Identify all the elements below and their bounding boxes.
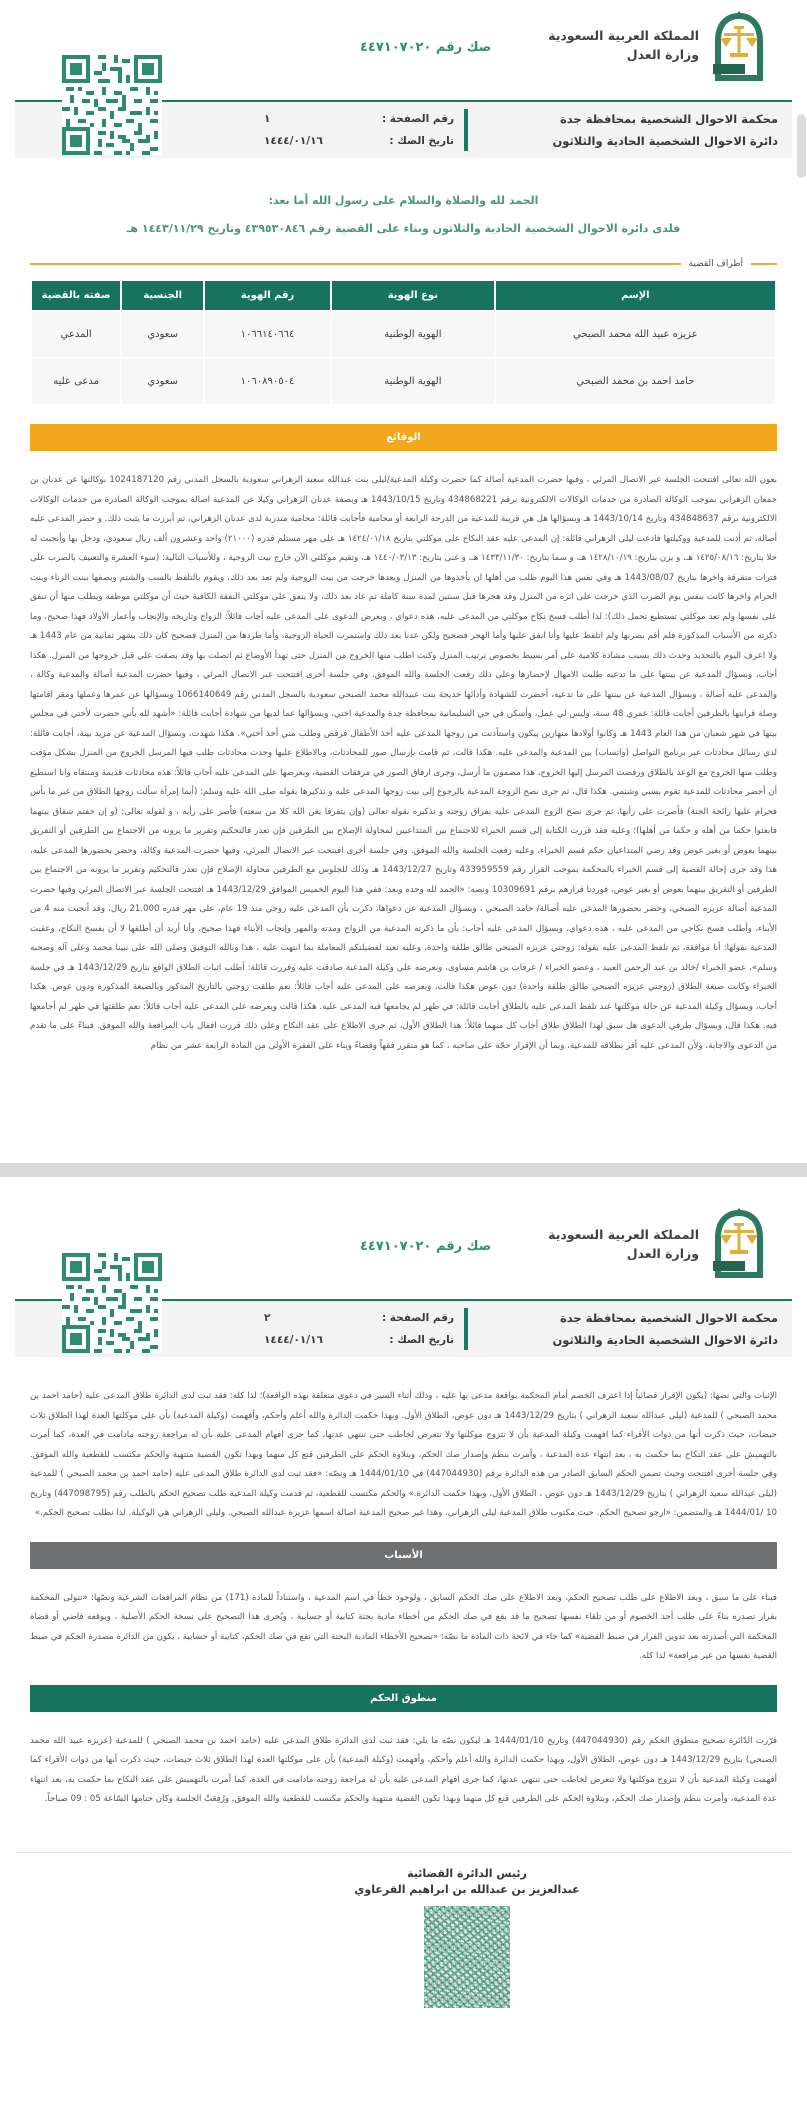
court-name: محكمة الاحوال الشخصية بمحافظة جدة <box>559 1310 778 1325</box>
ministry-of-justice-emblem-icon <box>707 10 771 82</box>
judge-name: عبدالعزيز بن عبدالله بن ابراهيم القرعاوي <box>354 1882 580 1896</box>
circuit-name: دائرة الاحوال الشخصية الحادية والثلاثون <box>552 134 778 148</box>
page-meta <box>264 108 454 152</box>
reasons-text: فبناء على ما سبق ، وبعد الاطلاع على طلب تصحيح الحكم، وبعد الاطلاع على صك الحكم السابق ، ولوجود خطأ في اسم المدعية ، واستناداً للمادة (171) من نظام المرافعات الشرعية ونصّها: «تتولى المحكمة بقرار تصدره بناءً على طلب أحد الخصوم أو من تلقاء نفسها تصحيح ما قد يقع في صك الحكم من أخطاء مادية بحتة كتابية أو حسابية ، ويُجرى هذا التصحيح على نسخة الحكم الأصلية ، ويوقعه قاضي أو قضاة المحكمة التي أصدرته بعد تدوين القرار في ضبط القضية» كما جاء في لائحة ذات المادة ما نصّه: «تصحيح الأخطاء المادية البحتة التي تقع في صك الحكم، كتابية أو حسابية ، يكون من الدائرة مصدرة الحكم في ضبط القضية نفسها من غير مرافعة» لذا كله. <box>30 1592 777 1661</box>
parties-header-row <box>32 281 775 310</box>
parties-section-title: أطراف القضية <box>688 259 743 269</box>
table-row <box>32 359 775 404</box>
reasons-section-banner: الأسباب <box>30 1542 777 1569</box>
court-bar-divider <box>464 109 468 151</box>
page-break-band <box>0 1163 807 1177</box>
ruling-text: قرّرت الدّائرة تصحيح منطوق الحكم رقم (447044930) وتاريخ 1444/01/10 هـ ليكون نصّه ما يلي: فقد ثبت لدى الدائرة طلاق المدعى عليه (حامد احمد بن محمد الصبحي ) للمدعية (عزيزه عبيد الله محمد الصبحي) بتاريخ 1443/12/29 هـ دون عوض، الطلاق الأول، وبهذا حكمت الدائرة والله أعلم وأحكم، وأفهمت (وكيلة المدعية) بأن على موكلتها العدة لهذا الطلاق ثلاث حيضات، حيث ذكرت أنها من ذوات الأقراء كما أفهمت وكيلة المدعية بأن لا تتزوج موكلتها ولا تتعرض لخاطب حتى تنتهي عدتها، كما جرى افهام المدعى عليه بأن له مراجعة زوجته مادامت في العدة، كما أمرت بالتهميش على عقد النكاح بما حكمت به، بعد انتهاء عدة المدعية، وأمرت بنظم وإصدار صك الحكم، وبتلاوة الحكم على الطرفين قنع كل منهما وبهذا تكون القضية منتهية والحكم مكتسب للقطعية والله الموفق. ورُفِعَتْ الجلسة وكان ختامها السّاعة 05 : 09 صباحاً. <box>30 1735 777 1804</box>
page-number-value: ٢ <box>264 1311 271 1324</box>
col-header-name: الإسم <box>496 281 775 310</box>
col-header-nationality: الجنسية <box>122 281 203 310</box>
parties-section-label <box>30 259 777 269</box>
party-id-type: الهوية الوطنية <box>332 359 494 404</box>
party-name: عزيزه عبيد الله محمد الصبحي <box>496 312 775 357</box>
digital-stamp-icon <box>424 1906 510 2008</box>
facts-text-page1: بعون الله تعالى افتتحت الجلسة عبر الاتصال المرئي ، وفيها حضرت المدعية أصالة كما حضرت وكيلة المدعية/ليلى بنت عبدالله سعيد الزهراني سعودية بالسجل المدني رقم 1024187120 بوكالتها عن عدنان بن جمعان الزهراني بموجب الوكالة الصادرة من خدمات الوكالات الالكترونية برقم 434868221 وتاريخ 1443/10/15 هـ وبصفة عدنان الزهراني وكيلا عن المدعية اصالة بموجب الوكالة الصادرة من خدمات الوكالات الالكترونية برقم 434848637 وتاريخ 1443/10/14 هـ وبسؤالها هل هي قريبة للمدعية من الدرجة الرابعة أو محامية فأجابت قائلة: محامية متدربة لدى عدنان الزهراني، ثم أبرزت ما يثبت ذلك. و حضر المدعى عليه أصالة، ثم أذنت للمدعية ووكيلتها فادعت ليلى الزهراني قائلة: إن المدعى عليه عقد النكاح على موكلتي بتاريخ ١٤٢٤/٠١/١٨ هـ على مهر مستلم قدره (٢١٠٠٠) واحد وعشرون ألف ريال سعودي، ودخل بها وأنجبت له حلا بتاريخ: ١٤٢٥/٠٨/١٦ هـ، و يزن بتاريخ: ١٤٢٨/١٠/١٩ هـ، و سما بتاريخ: ١٤٣٣/١١/٣٠ هـ، و غنى بتاريخ: ١٤٤٠/٠٣/١٣ هـ، وتقيم موكلتي الآن خارج بيت الزوجية ، وللأسباب التالية: (سوء العشرة والتعنيف بالضرب على فترات متفرقة واخرها بتاريخ 1443/08/07 هـ وفي نفس هذا اليوم طلب من أهلها ان يأخذوها من المنزل وبعدها خرجت من بيت الزوجية ولم تعد بعد ذلك، ويقوم بالتلفظ بالسب والشتم ويصفها ببنت الزناء وبنت الحرام واخرها كانت بنفس يوم الضرب الذي خرجت على اثره من المنزل وقد هجرها قبل سنتين لمدة سنة كاملة ثم عاد بعد ذلك، ولا ينفق على موكلتي النفقة الكافية حيث أن موكلتي موظفه ويطلب منها أن تنفق على نفسها ولم تعد موكلتي تستطيع تحمل ذلك): لذا أطلب فسخ نكاح موكلتي من المدعى عليه، هذه دعواي ، وبعرض الدعوى على المدعى عليه أجاب قائلاً: الزواج وتاريخه والإنجاب وأعمار الأولاد فهذا صحيح، وما ذكرته من الأسباب المذكورة فلم أقم بضربها ولم اتلفظ عليها وأنا انفق عليها وأما الهجر فصحيح ولكن عدنا بعد ذلك واستمرت الحياة الزوجية، وأما طردها من المنزل فصحيح كان ذلك بشهر ثمانية من عام 1443 هـ ولا اعرف اليوم بالتحديد وحدث ذلك بسبب مشادة كلامية على أمر بسيط بخصوص ترتيب المنزل وكنت اطلب منها الخروج من المنزل حتى تهدأ الأوضاع ثم اتصلت بها وقد بصقت علي قبل خروجها من المنزل. هكذا أجاب، وبسؤال المدعية عن بينتها على ما تدعيه طلبت الامهال لإحضارها وعلى ذلك رفعت الجلسة والله الموفق. وفي جلسة أخرى افتتحت عبر الاتصال المرئي ، وفيها حضرت المدعية أصالة والمدعية وكالة ، والمدعى عليه أصالة ، وبسؤال المدعية عن بينتها على ما تدعيه، أحضرت للشهادة وأدائها خديجة بنت عبيدالله محمد الصبحي سعودية بالسجل المدني رقم 1066140649 وبسؤالها عن عمرها وعملها ومقر اقامتها وصلة قرابتها بالطرفين أجابت قائلة: عمري 48 سنة، وليس لي عمل، وأسكن في حي السليمانية بمحافظة جدة والمدعية اختي، وبسؤالها عما لديها من شهادة أجابت قائلة: «أشهد لله بأني حضرت لأختي في مجلس بيتها في شهر شعبان من هذا العام 1443 هـ وكانوا أولادها منهارين يبكون واستأذنت من زوجها المدعى عليه أخذ الأطفال فرفض وطلب مني أخذ أختي». هكذا شهدت، وبسؤال المدعية عن مزيد بينة، أجابت قائلة: لدي رسائل محادثات عبر برنامج التواصل (واتساب) بين المدعية والمدعى عليه. هكذا قالت، ثم قامت بإرسال صور للمحادثات، وبالاطلاع عليها وجدت محادثات طلب فيها المرسل الخروج من المنزل بشكل مؤقت وطلب منها الخروج مع الوعد بالطلاق ورفضت المرسل إليها الخروج، هذا مضمون ما أرسل، وجرى ارفاق الصور في مرفقات القضية، وبعرضها على المدعى عليه أجاب قائلاً: هذه محادثات قديمة ومنتقاه وانا استطيع أن أحضر محادثات للمدعية تقوم بسبي وشتمي. هكذا قال، ثم جرى نصح الزوجة المدعية بالرجوع إلى بيت زوجها المدعى عليه و تذكيرها بقوله صلى الله عليه وسلم: (أيما إمرأة سألت زوجها الطلاق من غير ما بأس فحرام عليها رائحة الجنة) فأصرت على رأيها، ثم جرى نصح الزوج المدعى عليه بفراق زوجته و تذكيره بقوله تعالى (وإن يتفرقا يغن الله كلا من سعته) فأصر على رأيه ، و لقوله تعالى: (و إن خفتم شقاق بينهما فابعثوا حكما من أهله و حكما من أهلها)؛ وعليه فقد قررت الكتابة إلى قسم الخبراء للاجتماع بين المتداعيين لمحاولة الإصلاح بين الطرفين فإن تعذر فالتحكيم وتقرير ما يرونه من الاجتماع بين الطرفين أو التفريق بينهما بعوض أو بغير عوض وقد رضي المتداعيان حكم قسم الخبراء، وعليه رفعت الجلسة والله الموفق. وفي جلسة أخرى افتتحت عبر الاتصال المرئي، وفيها حضرت المدعية وكالة، وحضر بحضورها المدعى عليه، هذا وقد جرى إحالة القضية إلى قسم الخبراء بالمحكمة بموجب القرار رقم 433959559 وتاريخ 1443/12/27 هـ وذلك للجلوس مع الطرفين محاولة الإصلاح فإن تعذر فالتحكيم وتقرير ما يرونه من الاجتماع بين الطرفين أو التفريق بينهما بعوض أو بغير عوض، فوردنا قرارهم برقم 10309691 ونصه: «الحمد لله وحده وبعد: ففي هذا اليوم الخميس الموافق 1443/12/29 هـ افتتحت الجلسة عبر الاتصال المرئي وفيها حضرت المدعية أصالة عزيزه الصبحي، وحضر بحضورها المدعى عليه أصالة/ حامد الصبحي ، وبسؤال المدعية عن دعواها، ذكرت بأن المدعى عليه زوجي منذ 19 عام، على مهر قدره 21.000 ريال، وقد أنجبت منه 4 من الأبناء، وأطلب فسخ نكاحي من المدعى عليه ، هذه دعواي، وبسؤال المدعى عليه أجاب: بأن ما ذكرته المدعية من الزواج ومدته والمهر وإنجاب الأبناء فهذا صحيح، وأنا أريد أن أطلقها لا أن يفسخ النكاح، وعقبت المدعية بقولها: أنا موافقة، ثم تلفظ المدعى عليه بقوله: زوجتي عزيزه الصبحي طالق طلقة واحدة، وعليه نعيد لفضيلتكم المعاملة بما انتهت عليه ، هذا وبالله التوفيق وصلى الله على نبينا محمد وعلى آله وصحبه وسلم»، عضو الخبراء /خالد بن عبد الرحمن العبيد ، وعضو الخبراء / عرفات بن هاشم مساوى، وبعرضه على وكيلة المدعية صادقت عليه وقررت قائلة: أطلب اثبات الطلاق الواقع بتاريخ 1443/12/29 هـ في جلسة الخبراء وكانت صيغة الطلاق (زوجتي عزيزه الصبحي طالق طلقة واحدة) دون عوض هكذا قالت، وبعرضه على المدعى عليه أجاب قائلاً: نعم طلقت زوجتي بالتاريخ المذكور وبالصيغة المذكورة ودون عوض. هكذا أجاب، وبسؤال وكيلة المدعية عن حالة موكلتها عند تلفظ المدعى عليه بالطلاق أجابت قائلة: في طهر لم يجامعها فيه المدعى عليه. هكذا قالت وبعرضه على المدعى عليه أجاب قائلاً: نعم طلقتها في طهر لم أجامعها فيه. هكذا قال، وبسؤال طرفي الدعوى هل سبق لهذا الطلاق طلاق أجاب كل منهما قائلاً: هذا الطلاق الأول، ثم جرى الاطلاع على عقد النكاح وعلى ذلك قررت اقفال باب المرافعة والله الموفق. فبناءً على ما تقدم من الدعوى والاجابة، ولأن المدعى عليه أقر بطلاقه للمدعية، وبما أن الإقرار حجّة على صاحبه ، كما هو متقرر فقهاً وقضاءً وبناء على الفقرة الأولى من المادة الرابعة عشر من نظام <box>30 475 778 1051</box>
party-nationality: سعودي <box>122 312 203 357</box>
hamd-line: الحمد لله والصلاة والسلام على رسول الله أما بعد: <box>268 194 539 207</box>
party-role: المدعي <box>32 312 120 357</box>
deed-date-label: تاريخ الصك : <box>389 1334 454 1346</box>
table-row <box>32 312 775 357</box>
amber-dash <box>751 263 777 265</box>
ministry-title: وزارة العدل <box>626 47 699 63</box>
page-number-label: رقم الصفحة : <box>381 1311 454 1324</box>
party-id-number: ١٠٦٦١٤٠٦٦٤ <box>205 312 330 357</box>
deed-date-value: ١٤٤٤/٠١/١٦ <box>264 1334 323 1346</box>
page2-header <box>0 1177 807 1299</box>
kingdom-title: المملكة العربية السعودية <box>548 1227 699 1242</box>
qr-code-icon <box>62 1253 162 1353</box>
circuit-name: دائرة الاحوال الشخصية الحادية والثلاثون <box>552 1333 778 1347</box>
ministry-title: وزارة العدل <box>626 1246 699 1262</box>
deed-number: صك رقم ٤٤٧١٠٧٠٢٠ <box>360 40 492 55</box>
amber-line <box>30 263 681 265</box>
page-number-value: ١ <box>264 112 271 125</box>
party-id-number: ١٠٦٠٨٩٠٥٠٤ <box>205 359 330 404</box>
judge-title: رئيس الدائرة القضائية <box>407 1866 527 1880</box>
party-id-type: الهوية الوطنية <box>332 312 494 357</box>
deed-date-value: ١٤٤٤/٠١/١٦ <box>264 135 323 147</box>
scrollbar-thumb[interactable] <box>797 114 806 178</box>
facts-section-banner: الوقائع <box>30 424 777 451</box>
court-names <box>478 108 778 153</box>
ministry-title-block <box>548 1225 699 1264</box>
parties-table <box>30 279 777 406</box>
ministry-of-justice-emblem-icon <box>707 1207 771 1279</box>
kingdom-title: المملكة العربية السعودية <box>548 28 699 43</box>
court-bar-divider <box>464 1308 468 1350</box>
party-nationality: سعودي <box>122 359 203 404</box>
page-meta <box>264 1307 454 1351</box>
page1-header <box>0 0 807 100</box>
ruling-section-banner: منطوق الحكم <box>30 1685 777 1712</box>
col-header-role: صفته بالقضية <box>32 281 120 310</box>
qr-code-icon <box>62 55 162 155</box>
ministry-title-block <box>548 26 699 65</box>
page-2 <box>0 1177 807 2106</box>
signature-divider <box>16 1852 791 1853</box>
col-header-id-type: نوع الهوية <box>332 281 494 310</box>
page-number-label: رقم الصفحة : <box>381 112 454 125</box>
deed-date-label: تاريخ الصك : <box>389 135 454 147</box>
case-reference-line: فلدى دائرة الاحوال الشخصية الحادية والثلاثون وبناء على القضية رقم ٤٣٩٥٣٠٨٤٦ وتاريخ ١٤٤٣/١١/٢٩ هـ <box>126 222 681 235</box>
party-name: حامد احمد بن محمد الصبحي <box>496 359 775 404</box>
deed-number: صك رقم ٤٤٧١٠٧٠٢٠ <box>360 1239 492 1254</box>
party-role: مدعى عليه <box>32 359 120 404</box>
facts-text-page2: الإثبات والتي نصها: (يكون الإقرار قضائياً إذا اعترف الخصم أمام المحكمة بواقعة مدعى بها عليه ، وذلك أثناء السير في دعوى متعلقة بهذه الواقعة)؛ لذا كله: فقد ثبت لدى الدائرة طلاق المدعى عليه (حامد احمد بن محمد الصبحي ) للمدعية (ليلى عبدالله سعيد الزهراني ) بتاريخ 1443/12/29 هـ دون عوض، الطلاق الأول. وبهذا حكمت الدائرة والله أعلم وأحكم، وأفهمت (وكيلة المدعية) بأن على موكلتها العدة لهذا الطلاق ثلاث حيضات، حيث ذكرت أنها من ذوات الأقراء كما افهمت وكيلة المدعية بأن لا تتزوج موكلتها ولا تتعرض لخاطب حتى تنتهي عدتها، كما جرى افهام المدعى عليه بأن له مراجعة زوجته مادامت في العدة، كما أمرت بالتهميش على عقد النكاح بما حكمت به ، بعد انتهاء عدة المدعية ، وأمرت بنظم وإصدار صك الحكم، وبتلاوة الحكم على الطرفين قنع كل منهما وبهذا تكون القضية منتهية والحكم مكتسب للقطعية والله الموفق. وفي جلسة أخرى افتتحت وحيث تضمن الحكم السابق الصادر من هذه الدائرة برقم (447044930) في 1444/01/10 هـ ونصّه: «فقد ثبت لدى الدائرة طلاق المدعى عليه (حامد احمد بن محمد الصبحي ) للمدعية (ليلى عبدالله سعيد الزهراني ) بتاريخ 1443/12/29 هـ دون عوض ، الطلاق الأول، وبهذا حكمت الدائرة.» والحكم مكتسب للقطعية، ثم قدمت وكيلة المدعية طلب تصحيح الحكم بالطلب رقم (447098795) وتاريخ 10 /1444/01 هـ والمتضمن: «ارجو تصحيح الحكم. حيث مكتوب طلاق المدعية ليلى الزهراني. وهذا غير صحيح المدعية اصالة اسمها عزيزة عبدالله الصبحي. وليلى الزهراني هي الوكيلة. لذا نطلب تصحيح الحكم.» <box>30 1391 777 1518</box>
signature-block <box>327 1867 607 2008</box>
court-name: محكمة الاحوال الشخصية بمحافظة جدة <box>559 111 778 126</box>
court-names <box>478 1307 778 1352</box>
col-header-id-number: رقم الهوية <box>205 281 330 310</box>
